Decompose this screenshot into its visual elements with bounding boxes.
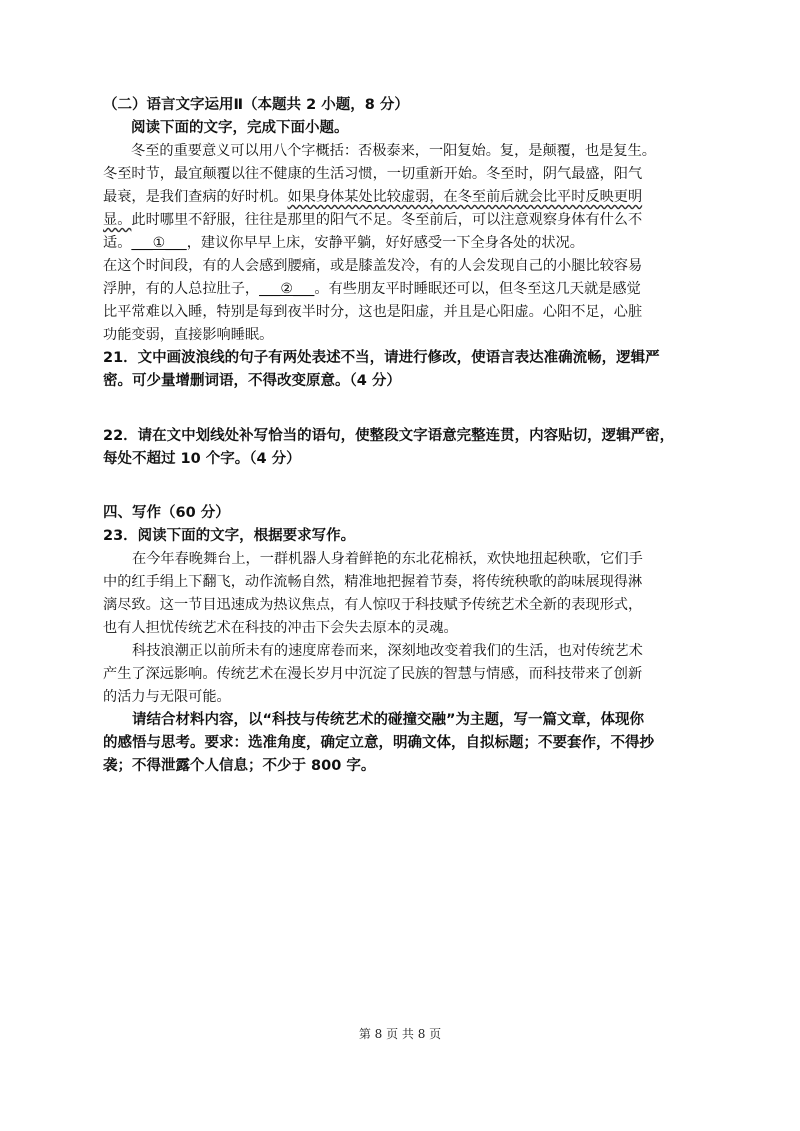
passage-text: 最衰，是我们查病的好时机。 [103, 189, 288, 205]
question-text: 密。可少量增删词语，不得改变原意。（4 分） [103, 373, 401, 389]
question-text: 22．请在文中划线处补写恰当的语句，使整段文字语意完整连贯，内容贴切，逻辑严密， [103, 428, 675, 444]
passage-text: 浮肿，有的人总拉肚子， [103, 281, 260, 297]
reading-passage [103, 140, 703, 347]
question-21 [103, 347, 703, 393]
passage-text: 此时哪里不舒服，往往是那里的阳气不足。冬至前后，可以注意观察身体有什么不 [131, 212, 643, 228]
requirement-line: 的感悟与思考。要求：选准角度，确定立意，明确文体，自拟标题；不要套作，不得抄 [103, 735, 654, 751]
material-line: 科技浪潮正以前所未有的速度席卷而来，深刻地改变着我们的生活，也对传统艺术 [132, 643, 643, 659]
passage-line [103, 209, 703, 232]
answer-space [103, 393, 703, 425]
material-line: 漓尽致。这一节目迅速成为热议焦点，有人惊叹于科技赋予传统艺术全新的表现形式， [103, 597, 643, 613]
passage-line [103, 232, 703, 255]
writing-material-paragraph-1 [103, 548, 703, 640]
passage-text: 。有些朋友平时睡眠还可以，但冬至这几天就是感觉 [314, 281, 641, 297]
writing-material-paragraph-2 [103, 640, 703, 709]
passage-text: 适。 [103, 235, 132, 251]
requirement-line: 袭；不得泄露个人信息；不少于 800 字。 [103, 758, 376, 774]
material-line: 中的红手绢上下翻飞，动作流畅自然，精准地把握着节奏，将传统秧歌的韵味展现得淋 [103, 574, 643, 590]
question-22 [103, 425, 703, 471]
question-text: 每处不超过 10 个字。（4 分） [103, 451, 301, 467]
material-line: 也有人担忧传统艺术在科技的冲击下会失去原本的灵魂。 [103, 620, 458, 636]
requirement-line: 请结合材料内容，以“科技与传统艺术的碰撞交融”为主题，写一篇文章，体现你 [132, 712, 645, 728]
passage-line: 冬至时节，最宜颠覆以往不健康的生活习惯，一切重新开始。冬至时，阴气最盛，阳气 [103, 166, 643, 182]
fill-blank-1: ___①___ [131, 235, 187, 251]
material-line: 在今年春晚舞台上，一群机器人身着鲜艳的东北花棉袄，欢快地扭起秧歌，它们手 [132, 551, 643, 567]
passage-line: 比平常难以入睡，特别是每到夜半时分，这也是阳虚，并且是心阳虚。心阳不足，心脏 [103, 304, 643, 320]
writing-requirements [103, 709, 703, 778]
passage-line [103, 186, 703, 209]
fill-blank-2: ___②___ [259, 281, 315, 297]
section-title-writing: 四、写作（60 分） [103, 505, 230, 521]
wavy-underlined-sentence-end: 显。 [103, 212, 132, 228]
question-text: 21．文中画波浪线的句子有两处表述不当，请进行修改，使语言表达准确流畅，逻辑严 [103, 350, 660, 366]
passage-text: ，建议你早早上床，安静平躺，好好感受一下全身各处的状况。 [186, 235, 584, 251]
answer-space [103, 471, 703, 502]
question-23-title: 23．阅读下面的文字，根据要求写作。 [103, 528, 356, 544]
reading-instruction: 阅读下面的文字，完成下面小题。 [131, 120, 349, 136]
wavy-underlined-sentence: 如果身体某处比较虚弱，在冬至前后就会比平时反映更明 [287, 189, 643, 205]
passage-line [103, 278, 703, 301]
passage-line: 功能变弱，直接影响睡眠。 [103, 327, 274, 343]
passage-line: 在这个时间段，有的人会感到腰痛，或是膝盖发冷，有的人会发现自己的小腿比较容易 [103, 258, 643, 274]
passage-line: 冬至的重要意义可以用八个字概括：否极泰来，一阳复始。复，是颠覆，也是复生。 [131, 143, 656, 159]
material-line: 产生了深远影响。传统艺术在漫长岁月中沉淀了民族的智慧与情感，而科技带来了创新 [103, 666, 643, 682]
material-line: 的活力与无限可能。 [103, 689, 231, 705]
exam-page-content [103, 94, 703, 778]
section-title-language-use: （二）语言文字运用Ⅱ（本题共 2 小题，8 分） [103, 97, 409, 113]
page-number-footer: 第 8 页 共 8 页 [358, 1027, 442, 1041]
